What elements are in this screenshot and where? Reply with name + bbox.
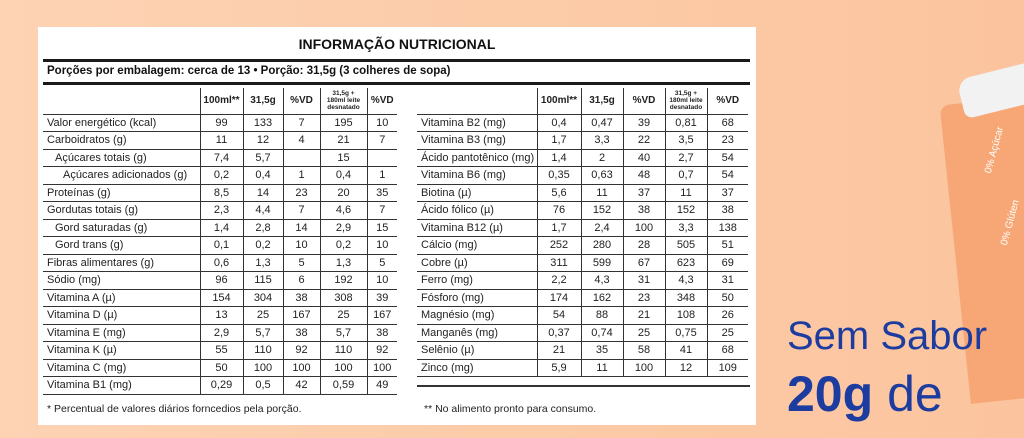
nutrient-value: 162	[581, 289, 623, 307]
nutrient-value: 96	[200, 272, 243, 290]
nutrient-name: Vitamina B3 (mg)	[417, 132, 537, 150]
nutrient-value: 100	[320, 359, 367, 377]
serving-info: Porções por embalagem: cerca de 13 • Porção: 31,5g (3 colheres de sopa)	[47, 65, 451, 77]
nutrient-value: 22	[623, 132, 665, 150]
divider	[43, 82, 750, 85]
column-header: 100ml**	[537, 88, 581, 114]
nutrient-value: 0,5	[243, 377, 283, 395]
nutrient-value: 280	[581, 237, 623, 255]
nutrient-value: 11	[200, 132, 243, 150]
nutrient-value: 5,9	[537, 359, 581, 377]
nutrient-value: 35	[367, 184, 397, 202]
nutrient-value: 15	[367, 219, 397, 237]
nutrient-name: Vitamina K (µ)	[43, 342, 200, 360]
nutrient-value: 0,4	[320, 167, 367, 185]
table-row	[43, 149, 397, 167]
nutrient-name: Cobre (µ)	[417, 254, 537, 272]
table-row	[43, 132, 397, 150]
table-row	[417, 272, 748, 290]
nutrient-value: 5,7	[243, 324, 283, 342]
nutrient-value: 92	[283, 342, 320, 360]
nutrient-name: Fósforo (mg)	[417, 289, 537, 307]
nutrient-value: 55	[200, 342, 243, 360]
nutrient-value: 133	[243, 114, 283, 132]
nutrient-name: Cálcio (mg)	[417, 237, 537, 255]
divider	[417, 385, 750, 387]
nutrient-value: 5	[283, 254, 320, 272]
table-row	[417, 359, 748, 377]
nutrient-value: 49	[367, 377, 397, 395]
nutrient-value: 12	[243, 132, 283, 150]
nutrient-value: 4,3	[581, 272, 623, 290]
nutrient-value: 0,2	[200, 167, 243, 185]
nutrient-value: 99	[200, 114, 243, 132]
nutrient-name: Açúcares totais (g)	[43, 149, 200, 167]
flavor-heading: Sem Sabor	[787, 314, 988, 358]
nutrient-value: 167	[367, 307, 397, 325]
nutrient-value: 4,3	[665, 272, 707, 290]
nutrient-value: 25	[707, 324, 748, 342]
nutrient-value: 100	[623, 219, 665, 237]
table-row	[417, 219, 748, 237]
nutrient-value: 110	[243, 342, 283, 360]
header-blank	[417, 88, 537, 114]
nutrient-value: 0,35	[537, 167, 581, 185]
nutrient-value: 1	[367, 167, 397, 185]
table-row	[43, 254, 397, 272]
nutrient-value: 0,75	[665, 324, 707, 342]
nutrient-value: 11	[665, 184, 707, 202]
nutrient-name: Gord trans (g)	[43, 237, 200, 255]
nutrient-value: 0,29	[200, 377, 243, 395]
nutrient-value: 7	[283, 202, 320, 220]
nutrient-value: 23	[623, 289, 665, 307]
nutrient-value: 154	[200, 289, 243, 307]
table-row	[43, 359, 397, 377]
nutrient-value: 3,5	[665, 132, 707, 150]
badge-sugar-free: 0% Açúcar	[983, 125, 1007, 175]
nutrient-value: 10	[367, 272, 397, 290]
nutrient-value: 7	[283, 114, 320, 132]
nutrient-value: 42	[283, 377, 320, 395]
nutrient-value: 110	[320, 342, 367, 360]
table-row	[43, 114, 397, 132]
nutrient-value: 38	[283, 289, 320, 307]
footnote-daily-values: * Percentual de valores diários forncedios pela porção.	[47, 403, 302, 415]
nutrient-value: 39	[623, 114, 665, 132]
nutrition-facts-panel	[38, 27, 756, 425]
nutrient-value: 54	[707, 167, 748, 185]
nutrient-value: 0,74	[581, 324, 623, 342]
column-header: %VD	[623, 88, 665, 114]
nutrient-value: 76	[537, 202, 581, 220]
nutrient-value: 311	[537, 254, 581, 272]
nutrient-name: Ferro (mg)	[417, 272, 537, 290]
nutrient-value: 92	[367, 342, 397, 360]
nutrient-value: 1,7	[537, 219, 581, 237]
nutrient-name: Fibras alimentares (g)	[43, 254, 200, 272]
nutrient-value: 2,3	[200, 202, 243, 220]
nutrient-value	[283, 149, 320, 167]
nutrient-value: 2,2	[537, 272, 581, 290]
table-row	[43, 377, 397, 395]
nutrient-value: 54	[707, 149, 748, 167]
nutrient-value: 41	[665, 342, 707, 360]
nutrient-value: 109	[707, 359, 748, 377]
table-row	[417, 307, 748, 325]
nutrient-value: 68	[707, 114, 748, 132]
nutrient-value: 8,5	[200, 184, 243, 202]
nutrient-name: Sódio (mg)	[43, 272, 200, 290]
nutrient-name: Carboidratos (g)	[43, 132, 200, 150]
nutrient-value: 50	[707, 289, 748, 307]
nutrient-value: 14	[283, 219, 320, 237]
column-header: 31,5g	[243, 88, 283, 114]
table-row	[417, 167, 748, 185]
nutrient-name: Valor energético (kcal)	[43, 114, 200, 132]
nutrient-value: 25	[623, 324, 665, 342]
nutrient-value: 2,4	[581, 219, 623, 237]
nutrient-value: 6	[283, 272, 320, 290]
nutrient-name: Gord saturadas (g)	[43, 219, 200, 237]
nutrient-value: 39	[367, 289, 397, 307]
divider	[43, 59, 750, 62]
nutrient-value: 0,6	[200, 254, 243, 272]
nutrient-value: 7	[367, 132, 397, 150]
table-row	[43, 272, 397, 290]
nutrient-value: 67	[623, 254, 665, 272]
nutrient-value	[367, 149, 397, 167]
nutrient-name: Vitamina B12 (µ)	[417, 219, 537, 237]
nutrient-value: 38	[707, 202, 748, 220]
table-row	[417, 237, 748, 255]
nutrient-value: 0,2	[243, 237, 283, 255]
table-row	[43, 167, 397, 185]
column-header: %VD	[367, 88, 397, 114]
nutrient-value: 15	[320, 149, 367, 167]
nutrient-value: 3,3	[665, 219, 707, 237]
table-row	[43, 202, 397, 220]
nutrient-value: 25	[243, 307, 283, 325]
table-row	[43, 219, 397, 237]
nutrient-value: 108	[665, 307, 707, 325]
nutrient-value: 2,8	[243, 219, 283, 237]
nutrient-value: 252	[537, 237, 581, 255]
nutrient-value: 23	[283, 184, 320, 202]
nutrient-value: 100	[367, 359, 397, 377]
nutrient-value: 38	[367, 324, 397, 342]
protein-amount: 20g	[787, 366, 874, 422]
nutrient-value: 11	[581, 184, 623, 202]
nutrient-value: 23	[707, 132, 748, 150]
column-header: %VD	[707, 88, 748, 114]
nutrient-value: 20	[320, 184, 367, 202]
nutrient-value: 100	[283, 359, 320, 377]
nutrient-value: 69	[707, 254, 748, 272]
nutrient-value: 0,81	[665, 114, 707, 132]
nutrient-name: Ácido fólico (µ)	[417, 202, 537, 220]
nutrient-value: 13	[200, 307, 243, 325]
nutrient-value: 1	[283, 167, 320, 185]
table-row	[417, 132, 748, 150]
column-header: 31,5g + 180ml leite desnatado	[320, 88, 367, 114]
nutrient-value: 195	[320, 114, 367, 132]
nutrition-table-left	[43, 88, 397, 395]
nutrient-value: 599	[581, 254, 623, 272]
nutrient-value: 167	[283, 307, 320, 325]
table-row	[43, 307, 397, 325]
nutrient-value: 1,7	[537, 132, 581, 150]
nutrient-value: 51	[707, 237, 748, 255]
table-row	[417, 254, 748, 272]
nutrient-value: 192	[320, 272, 367, 290]
nutrient-value: 0,4	[537, 114, 581, 132]
nutrition-title: INFORMAÇÃO NUTRICIONAL	[298, 36, 496, 52]
nutrient-value: 14	[243, 184, 283, 202]
nutrient-value: 7,4	[200, 149, 243, 167]
table-row	[43, 324, 397, 342]
nutrient-name: Açúcares adicionados (g)	[43, 167, 200, 185]
nutrient-value: 0,7	[665, 167, 707, 185]
nutrient-value: 50	[200, 359, 243, 377]
nutrient-value: 21	[623, 307, 665, 325]
nutrient-value: 304	[243, 289, 283, 307]
nutrient-value: 4,4	[243, 202, 283, 220]
nutrient-name: Biotina (µ)	[417, 184, 537, 202]
nutrient-name: Gordutas totais (g)	[43, 202, 200, 220]
nutrient-name: Vitamina B2 (mg)	[417, 114, 537, 132]
nutrient-value: 0,63	[581, 167, 623, 185]
nutrient-value: 623	[665, 254, 707, 272]
nutrient-value: 1,3	[243, 254, 283, 272]
column-header: 31,5g	[581, 88, 623, 114]
nutrient-value: 54	[537, 307, 581, 325]
nutrition-table-right	[417, 88, 748, 377]
nutrient-name: Vitamina E (mg)	[43, 324, 200, 342]
nutrient-value: 4	[283, 132, 320, 150]
nutrient-value: 138	[707, 219, 748, 237]
nutrient-value: 40	[623, 149, 665, 167]
nutrient-name: Vitamina A (µ)	[43, 289, 200, 307]
nutrient-value: 100	[243, 359, 283, 377]
nutrient-name: Vitamina B6 (mg)	[417, 167, 537, 185]
column-header: 31,5g + 180ml leite desnatado	[665, 88, 707, 114]
badge-gluten-free: 0% Glúten	[999, 198, 1022, 247]
nutrient-value: 31	[707, 272, 748, 290]
nutrient-value: 2,9	[320, 219, 367, 237]
nutrient-value: 5,7	[243, 149, 283, 167]
nutrient-value: 115	[243, 272, 283, 290]
table-row	[43, 289, 397, 307]
nutrient-value: 35	[581, 342, 623, 360]
column-header: %VD	[283, 88, 320, 114]
footnote-ready-to-eat: ** No alimento pronto para consumo.	[424, 403, 597, 415]
table-row	[43, 184, 397, 202]
nutrient-value: 37	[623, 184, 665, 202]
nutrient-value: 0,37	[537, 324, 581, 342]
nutrient-value: 10	[283, 237, 320, 255]
nutrient-value: 3,3	[581, 132, 623, 150]
table-row	[417, 342, 748, 360]
nutrient-name: Ácido pantotênico (mg)	[417, 149, 537, 167]
nutrient-name: Vitamina C (mg)	[43, 359, 200, 377]
nutrient-value: 38	[623, 202, 665, 220]
nutrient-value: 0,2	[320, 237, 367, 255]
nutrient-value: 5	[367, 254, 397, 272]
nutrient-value: 12	[665, 359, 707, 377]
table-row	[43, 237, 397, 255]
nutrient-value: 48	[623, 167, 665, 185]
nutrient-value: 21	[320, 132, 367, 150]
protein-heading	[787, 366, 943, 422]
nutrient-value: 1,4	[200, 219, 243, 237]
nutrient-name: Vitamina D (µ)	[43, 307, 200, 325]
nutrient-value: 348	[665, 289, 707, 307]
table-row	[417, 324, 748, 342]
nutrient-name: Manganês (mg)	[417, 324, 537, 342]
nutrient-value: 31	[623, 272, 665, 290]
nutrient-value: 1,4	[537, 149, 581, 167]
nutrient-value: 25	[320, 307, 367, 325]
nutrient-value: 0,47	[581, 114, 623, 132]
nutrient-value: 11	[581, 359, 623, 377]
nutrient-value: 2,9	[200, 324, 243, 342]
column-header: 100ml**	[200, 88, 243, 114]
table-row	[417, 149, 748, 167]
nutrient-value: 152	[581, 202, 623, 220]
nutrient-value: 10	[367, 114, 397, 132]
nutrient-value: 28	[623, 237, 665, 255]
nutrient-value: 4,6	[320, 202, 367, 220]
nutrient-value: 2,7	[665, 149, 707, 167]
protein-heading-rest: de	[873, 366, 943, 422]
nutrient-value: 0,4	[243, 167, 283, 185]
nutrient-name: Selênio (µ)	[417, 342, 537, 360]
nutrient-value: 5,7	[320, 324, 367, 342]
nutrient-value: 152	[665, 202, 707, 220]
nutrient-value: 2	[581, 149, 623, 167]
nutrient-name: Vitamina B1 (mg)	[43, 377, 200, 395]
nutrient-value: 0,59	[320, 377, 367, 395]
nutrient-value: 174	[537, 289, 581, 307]
nutrient-name: Proteínas (g)	[43, 184, 200, 202]
nutrient-value: 21	[537, 342, 581, 360]
header-blank	[43, 88, 200, 114]
nutrient-value: 1,3	[320, 254, 367, 272]
nutrient-value: 7	[367, 202, 397, 220]
table-row	[417, 184, 748, 202]
nutrient-value: 68	[707, 342, 748, 360]
nutrient-value: 308	[320, 289, 367, 307]
nutrient-value: 38	[283, 324, 320, 342]
table-row	[417, 202, 748, 220]
nutrient-value: 10	[367, 237, 397, 255]
nutrient-value: 26	[707, 307, 748, 325]
nutrient-value: 88	[581, 307, 623, 325]
nutrient-name: Magnésio (mg)	[417, 307, 537, 325]
nutrient-value: 505	[665, 237, 707, 255]
nutrient-value: 58	[623, 342, 665, 360]
table-row	[417, 289, 748, 307]
table-row	[417, 114, 748, 132]
nutrient-value: 5,6	[537, 184, 581, 202]
nutrient-value: 0,1	[200, 237, 243, 255]
nutrient-name: Zinco (mg)	[417, 359, 537, 377]
nutrient-value: 100	[623, 359, 665, 377]
table-row	[43, 342, 397, 360]
nutrient-value: 37	[707, 184, 748, 202]
